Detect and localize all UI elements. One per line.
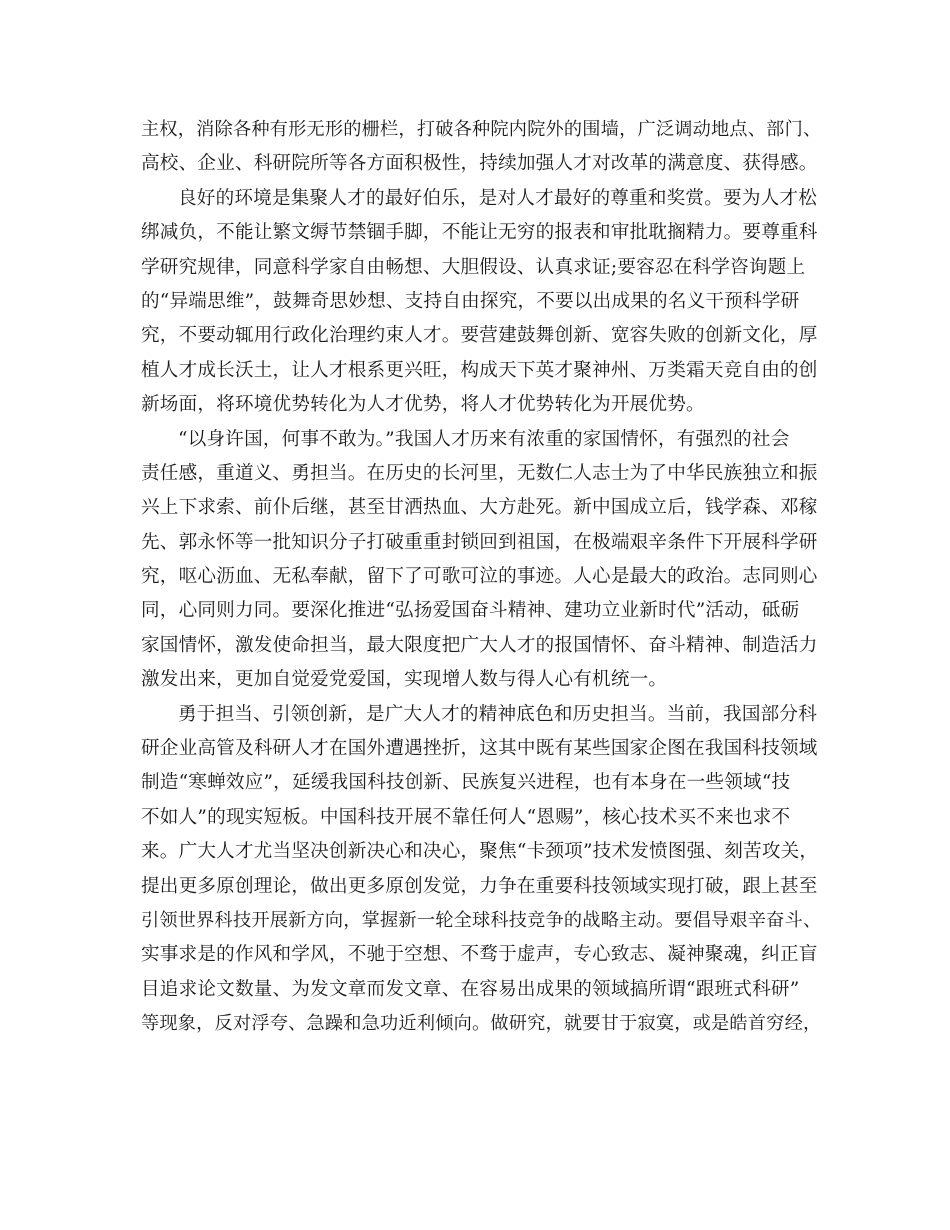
document-page — [141, 113, 821, 1042]
text-line: 研企业高管及科研人才在国外遭遇挫折，这其中既有某些国家企图在我国科技领域 — [141, 738, 818, 760]
text-line: 等现象，反对浮夸、急躁和急功近利倾向。做研究，就要甘于寂寞，或是皓首穷经， — [141, 1013, 822, 1035]
paragraph-3 — [141, 423, 821, 698]
text-line: 激发出来，更加自觉爱党爱国，实现增人数与得人心有机统一。 — [141, 669, 668, 691]
text-line: 先、郭永怀等一批知识分子打破重重封锁回到祖国，在极端艰辛条件下开展科学研 — [141, 531, 818, 553]
text-line: 目追求论文数量、为发文章而发文章、在容易出成果的领域搞所谓“跟班式科研” — [141, 978, 800, 1000]
text-line: 同，心同则力同。要深化推进“弘扬爱国奋斗精神、建功立业新时代”活动，砥砺 — [141, 600, 800, 622]
text-line: 的“异端思维”，鼓舞奇思妙想、支持自由探究，不要以出成果的名义干预科学研 — [141, 290, 800, 312]
text-line: 制造“寒蝉效应”，延缓我国科技创新、民族复兴进程，也有本身在一些领域“技 — [141, 772, 791, 794]
text-line: 究，不要动辄用行政化治理约束人才。要营建鼓舞创新、宽容失败的创新文化，厚 — [141, 325, 818, 347]
text-line: 责任感，重道义、勇担当。在历史的长河里，无数仁人志士为了中华民族独立和振 — [141, 462, 818, 484]
text-line: 来。广大人才尤当坚决创新决心和决心，聚焦“卡颈项”技术发愤图强、刻苦攻关， — [141, 841, 819, 863]
text-line: 引领世界科技开展新方向，掌握新一轮全球科技竞争的战略主动。要倡导艰辛奋斗、 — [141, 909, 822, 931]
paragraph-2 — [141, 182, 821, 423]
text-line: 究，呕心沥血、无私奉献，留下了可歌可泣的事迹。人心是最大的政治。志同则心 — [141, 566, 818, 588]
text-line: “以身许国，何事不敢为。”我国人才历来有浓重的家国情怀，有强烈的社会 — [178, 428, 790, 450]
text-line: 植人才成长沃土，让人才根系更兴旺，构成天下英才聚神州、万类霜天竞自由的创 — [141, 359, 818, 381]
text-line: 高校、企业、科研院所等各方面积极性，持续加强人才对改革的满意度、获得感。 — [141, 153, 818, 175]
text-line: 不如人”的现实短板。中国科技开展不靠任何人“恩赐”，核心技术买不来也求不 — [141, 806, 791, 828]
text-line: 兴上下求索、前仆后继，甚至甘洒热血、大方赴死。新中国成立后，钱学森、邓稼 — [141, 497, 818, 519]
text-line: 家国情怀，激发使命担当，最大限度把广大人才的报国情怀、奋斗精神、制造活力 — [141, 634, 818, 656]
text-line: 新场面，将环境优势转化为人才优势，将人才优势转化为开展优势。 — [141, 394, 705, 416]
text-line: 绑减负，不能让繁文缛节禁锢手脚，不能让无穷的报表和审批耽搁精力。要尊重科 — [141, 222, 818, 244]
text-line: 主权，消除各种有形无形的栅栏，打破各种院内院外的围墙，广泛调动地点、部门、 — [141, 119, 822, 140]
text-line: 学研究规律，同意科学家自由畅想、大胆假设、认真求证;要容忍在科学咨询题上 — [141, 256, 806, 278]
text-line: 提出更多原创理论，做出更多原创发觉，力争在重要科技领域实现打破，跟上甚至 — [141, 875, 818, 897]
paragraph-4 — [141, 698, 821, 1042]
paragraph-1 — [141, 113, 821, 182]
text-line: 实事求是的作风和学风，不驰于空想、不骛于虚声，专心致志、凝神聚魂，纠正盲 — [141, 944, 818, 966]
text-line: 良好的环境是集聚人才的最好伯乐，是对人才最好的尊重和奖赏。要为人才松 — [178, 187, 817, 209]
text-line: 勇于担当、引领创新，是广大人才的精神底色和历史担当。当前，我国部分科 — [178, 703, 817, 725]
